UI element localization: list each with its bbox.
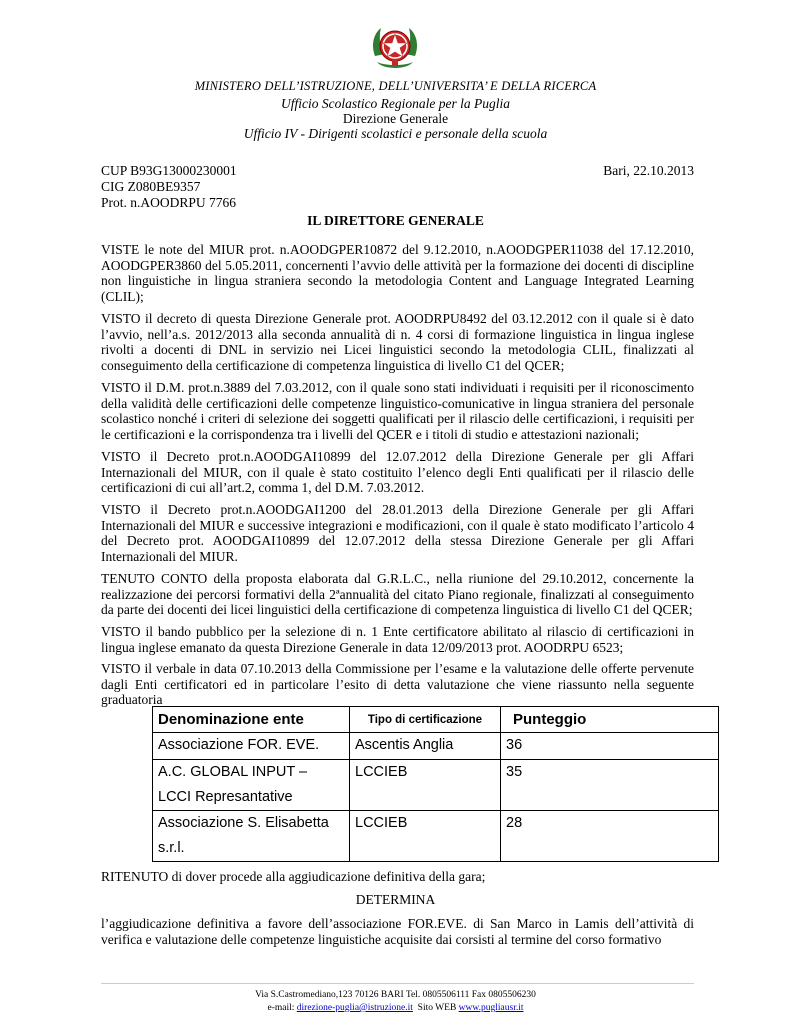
paragraph-line: AOODGPER3860 del 5.05.2011, concernenti l’avvio delle attività per la formazione dei docenti di discipline <box>101 257 694 273</box>
cell-ente: Associazione FOR. EVE. <box>153 733 350 760</box>
column-header-tipo: Tipo di certificazione <box>350 707 501 733</box>
paragraph-line: conseguimento della certificazione di competenza linguistica di livello C1 del QCER; <box>101 357 565 373</box>
paragraph-tenuto-conto <box>101 571 694 618</box>
cell-tipo: Ascentis Anglia <box>350 733 501 760</box>
paragraph-line: l’aggiudicazione definitiva a favore dell’associazione FOR.EVE. di San Marco in Lamis dell’attività di <box>101 916 694 931</box>
document-date: Bari, 22.10.2013 <box>603 163 694 178</box>
paragraph-visto-decreto-1200 <box>101 502 694 564</box>
paragraph-line: verifica e valutazione delle competenze linguistiche acquisite dai corsisti al termine del corso formativo <box>101 931 662 947</box>
footer-contacts: e-mail: direzione-puglia@istruzione.it Sito WEB www.pugliausr.it <box>267 1003 524 1013</box>
sub-office: Ufficio IV - Dirigenti scolastici e personale della scuola <box>243 126 548 141</box>
cell-punteggio: 36 <box>501 733 719 760</box>
paragraph-line: TENUTO CONTO della proposta elaborata dal G.R.L.C., nella riunione del 29.10.2012, concernente la <box>101 571 694 586</box>
paragraph-line: VISTE le note del MIUR prot. n.AOODGPER10872 del 9.12.2010, n.AOODGPER11038 del 17.12.2010, <box>101 242 694 257</box>
paragraph-line: VISTO il D.M. prot.n.3889 del 7.03.2012, con il quale sono stati individuati i requisiti per il riconoscimento <box>101 380 694 395</box>
cell-ente: Associazione S. Elisabetta s.r.l. <box>153 811 350 862</box>
paragraph-viste-note <box>101 242 694 304</box>
ministry-heading: MINISTERO DELL’ISTRUZIONE, DELL’UNIVERSITA’ E DELLA RICERCA <box>194 79 597 93</box>
regional-office: Ufficio Scolastico Regionale per la Puglia <box>280 96 511 111</box>
table-row <box>153 733 719 760</box>
paragraph-ritenuto: RITENUTO di dover procede alla aggiudicazione definitiva della gara; <box>101 869 486 884</box>
document-title: IL DIRETTORE GENERALE <box>307 213 484 228</box>
paragraph-line: realizzazione dei percorsi formativi della 2ªannualità del citato Piano regionale, finalizzati al conseguimento <box>101 586 694 602</box>
paragraph-line: (CLIL); <box>101 288 144 304</box>
paragraph-line: VISTO il bando pubblico per la selezione di n. 1 Ente certificatore abilitato al rilascio di certificazioni in <box>101 624 694 639</box>
paragraph-line: VISTO il verbale in data 07.10.2013 della Commissione per l’esame e la valutazione delle offerte pervenute <box>101 661 694 676</box>
paragraph-line: della validità delle certificazioni delle competenze linguistico-comunicative in lingua straniera del personale <box>101 395 694 411</box>
cell-tipo: LCCIEB <box>350 811 501 862</box>
general-direction: Direzione Generale <box>342 111 449 126</box>
paragraph-line: non linguistiche in lingua straniera secondo la metodologia Content and Language Integrated Learning <box>101 273 694 289</box>
paragraph-line: del Decreto prot. AOODGAI10899 del 12.07.2012 della stessa Direzione Generale per gli Affari <box>101 533 694 549</box>
paragraph-line: le certificazioni e la corrispondenza tra i livelli del QCER e i titoli di studio e attestazioni nazionali; <box>101 426 639 442</box>
ranking-table <box>152 706 719 862</box>
column-header-ente: Denominazione ente <box>153 707 350 733</box>
italian-republic-emblem <box>369 22 421 74</box>
paragraph-visto-decreto <box>101 311 694 373</box>
paragraph-line: VISTO il Decreto prot.n.AOODGAI1200 del 28.01.2013 della Direzione Generale per gli Affari <box>101 502 694 517</box>
paragraph-line: dagli Enti certificatori ed in particolare l’esito di detta valutazione che viene riassunto nella seguente <box>101 676 694 692</box>
paragraph-visto-dm <box>101 380 694 442</box>
paragraph-line: lingua inglese emanato da questa Direzione Generale in data 12/09/2013 prot. AOODRPU 6523; <box>101 639 624 655</box>
paragraph-visto-bando <box>101 624 694 655</box>
protocol-number: Prot. n.AOODRPU 7766 <box>101 195 237 210</box>
cell-tipo: LCCIEB <box>350 760 501 811</box>
table-row <box>153 760 719 811</box>
paragraph-line: rivolti a docenti di DNL in servizio nei Licei linguistici secondo la metodologia CLIL, finalizzati al <box>101 342 694 358</box>
column-header-punteggio: Punteggio <box>501 707 719 733</box>
email-link[interactable]: direzione-puglia@istruzione.it <box>296 1003 413 1013</box>
paragraph-line: graduatoria <box>101 692 163 708</box>
cell-punteggio: 35 <box>501 760 719 811</box>
cup-code: CUP B93G13000230001 <box>101 163 237 178</box>
cig-code: CIG Z080BE9357 <box>101 179 201 194</box>
paragraph-line: scolastico nonché i criteri di selezione dei soggetti qualificati per il rilascio delle certificazioni, i requisiti per <box>101 411 694 427</box>
paragraph-visto-verbale <box>101 661 694 708</box>
table-row <box>153 811 719 862</box>
paragraph-line: VISTO il Decreto prot.n.AOODGAI10899 del 12.07.2012 della Direzione Generale per gli Affari <box>101 449 694 464</box>
paragraph-line: Internazionali del MIUR e successive integrazioni e modificazioni, con il quale è stato modificato l’articolo 4 <box>101 517 694 533</box>
determina-heading: DETERMINA <box>355 892 436 907</box>
paragraph-line: Internazionali del MIUR, con il quale è stato costituito l’elenco degli Enti qualificati per il rilascio delle <box>101 464 694 480</box>
table-header-row <box>153 707 719 733</box>
footer-address: Via S.Castromediano,123 70126 BARI Tel. 0805506111 Fax 0805506230 <box>255 990 536 1000</box>
website-link[interactable]: www.pugliausr.it <box>458 1003 524 1013</box>
paragraph-line: certificazioni di cui all’art.2, comma 1, del D.M. 7.03.2012. <box>101 480 425 496</box>
paragraph-aggiudicazione <box>101 916 694 947</box>
paragraph-line: da parte dei docenti dei licei linguistici della certificazione di competenza linguistica di livello C1 del QCER; <box>101 602 693 618</box>
cell-ente: A.C. GLOBAL INPUT – LCCI Represantative <box>153 760 350 811</box>
paragraph-visto-decreto-10899 <box>101 449 694 496</box>
paragraph-line: VISTO il decreto di questa Direzione Generale prot. AOODRPU8492 del 03.12.2012 con il quale si è dato <box>101 311 694 326</box>
paragraph-line: Internazionali del MIUR. <box>101 548 238 564</box>
paragraph-line: l’avvio, nell’a.s. 2012/2013 alla seconda annualità di n. 4 corsi di formazione linguistica in lingua inglese <box>101 326 694 342</box>
cell-punteggio: 28 <box>501 811 719 862</box>
footer-divider <box>101 983 694 984</box>
